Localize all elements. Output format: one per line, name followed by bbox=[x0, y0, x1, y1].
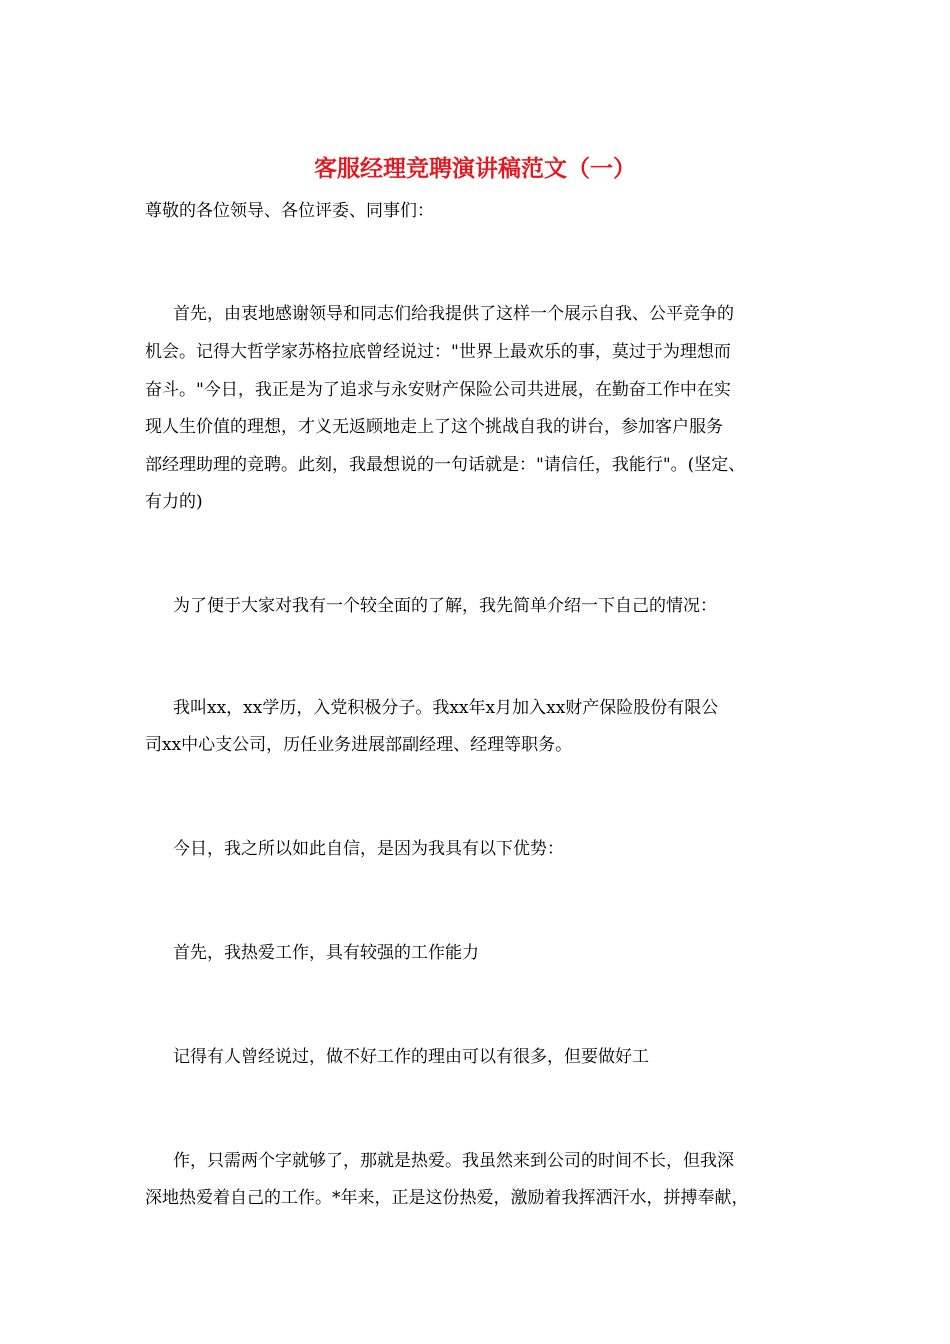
paragraph-line: 作，只需两个字就够了，那就是热爱。我虽然来到公司的时间不长，但我深 bbox=[173, 1151, 734, 1171]
paragraph-line: 有力的) bbox=[145, 492, 203, 512]
paragraph-line: 首先，由衷地感谢领导和同志们给我提供了这样一个展示自我、公平竞争的 bbox=[173, 304, 734, 324]
salutation: 尊敬的各位领导、各位评委、同事们： bbox=[145, 201, 434, 221]
paragraph-line: 部经理助理的竞聘。此刻，我最想说的一句话就是："请信任，我能行"。(坚定、 bbox=[145, 455, 746, 475]
paragraph-line: 深地热爱着自己的工作。*年来，正是这份热爱，激励着我挥洒汗水，拼搏奉献， bbox=[145, 1188, 749, 1208]
paragraph-line: 现人生价值的理想，才义无返顾地走上了这个挑战自我的讲台，参加客户服务 bbox=[145, 417, 723, 437]
paragraph-line: 司xx中心支公司，历任业务进展部副经理、经理等职务。 bbox=[145, 735, 573, 755]
paragraph-line: 我叫xx，xx学历，入党积极分子。我xx年x月加入xx财产保险股份有限公 bbox=[173, 698, 719, 718]
document-title: 客服经理竞聘演讲稿范文（一） bbox=[314, 155, 636, 182]
paragraph-line: 为了便于大家对我有一个较全面的了解，我先简单介绍一下自己的情况： bbox=[173, 596, 717, 616]
paragraph-line: 记得有人曾经说过，做不好工作的理由可以有很多，但要做好工 bbox=[173, 1047, 649, 1067]
paragraph-line: 机会。记得大哲学家苏格拉底曾经说过："世界上最欢乐的事，莫过于为理想而 bbox=[145, 342, 731, 362]
paragraph-line: 首先，我热爱工作，具有较强的工作能力 bbox=[173, 943, 479, 963]
paragraph-line: 奋斗。"今日，我正是为了追求与永安财产保险公司共进展，在勤奋工作中在实 bbox=[145, 380, 731, 400]
paragraph-line: 今日，我之所以如此自信，是因为我具有以下优势： bbox=[173, 839, 564, 859]
